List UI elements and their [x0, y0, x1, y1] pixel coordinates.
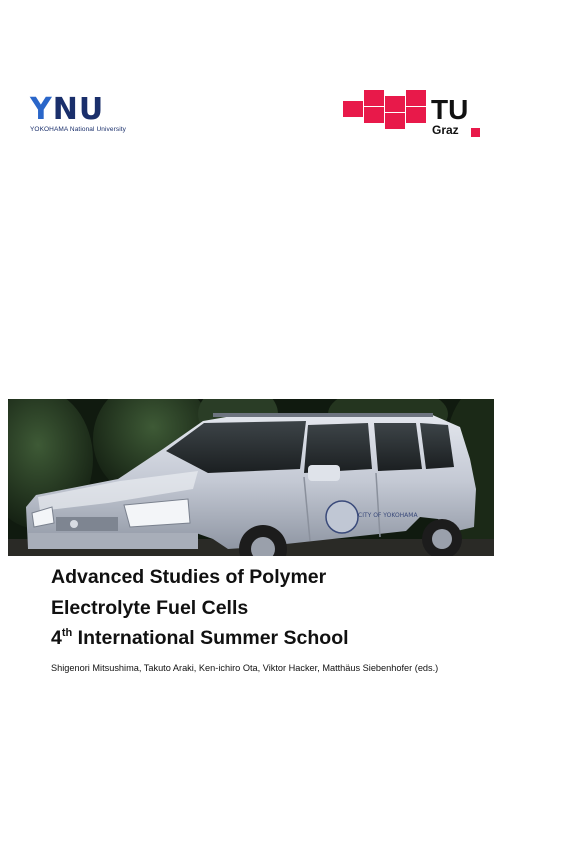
title-line-1: Advanced Studies of Polymer [51, 566, 327, 588]
tugraz-logo [343, 90, 483, 140]
cover-photo [8, 399, 494, 556]
book-title [51, 562, 551, 657]
title-ordinal-suffix: th [61, 627, 73, 639]
title-line-3 [51, 623, 551, 657]
title-ordinal-number: 4 [51, 627, 62, 649]
door-decal-text: CITY OF YOKOHAMA [358, 512, 418, 519]
tugraz-logo-graz: Graz [432, 123, 459, 137]
title-line-3-rest: International Summer School [72, 627, 349, 649]
ynu-logo [28, 92, 138, 137]
fuel-cell-car-image [8, 399, 494, 556]
title-line-2: Electrolyte Fuel Cells [51, 596, 249, 619]
tugraz-logo-letters: TU [431, 94, 469, 125]
ynu-logo-subtitle: YOKOHAMA National University [30, 126, 126, 133]
editors-line: Shigenori Mitsushima, Takuto Araki, Ken-ichiro Ota, Viktor Hacker, Matthäus Siebenhofer (eds.) [51, 663, 439, 673]
ynu-logo-letters: YNU [30, 92, 105, 127]
